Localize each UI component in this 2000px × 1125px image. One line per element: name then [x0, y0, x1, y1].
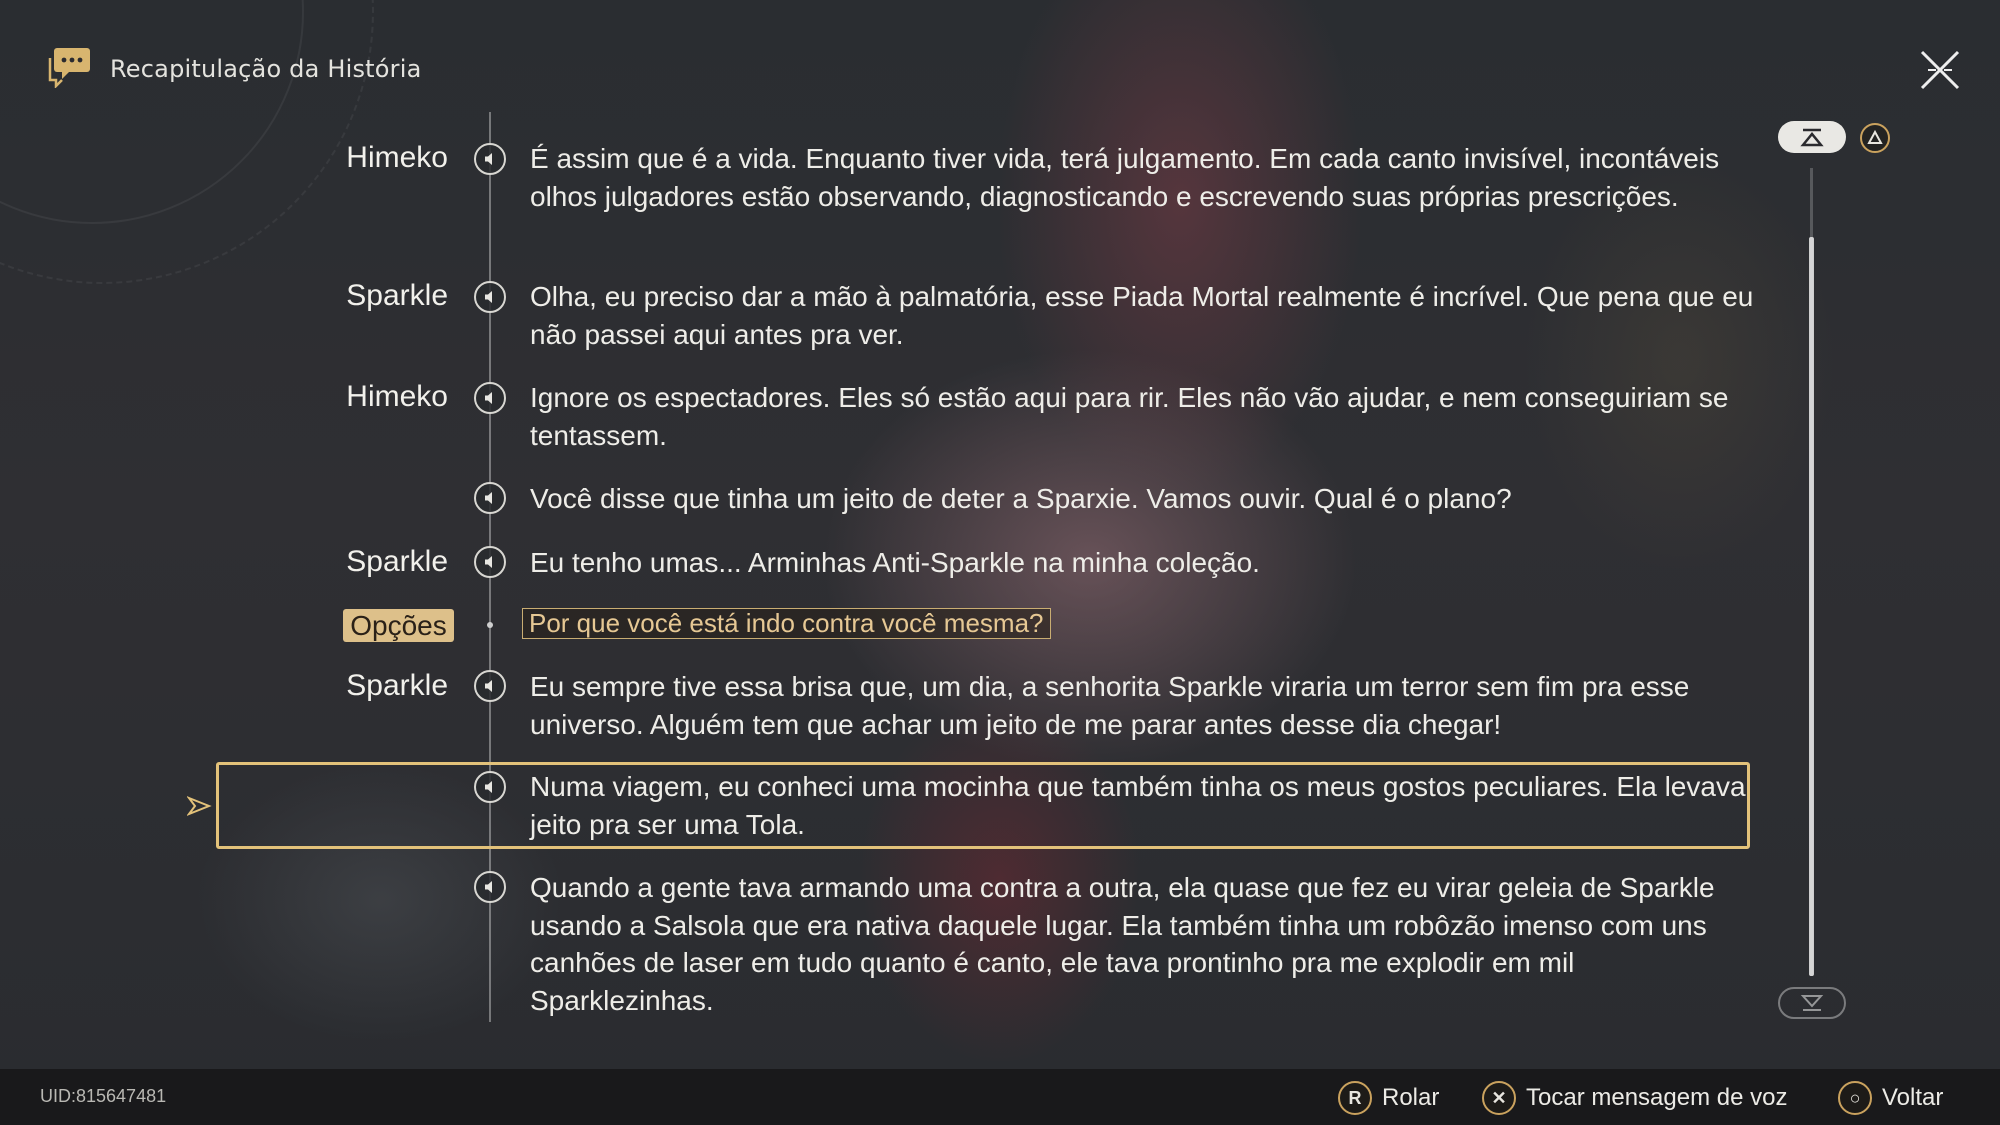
dialogue-text: Ignore os espectadores. Eles só estão aqui para rir. Eles não vão ajudar, e nem conseguiriam se tentassem.	[530, 382, 1729, 451]
scroll-top-icon	[1778, 121, 1846, 153]
dialogue-text: Quando a gente tava armando uma contra a outra, ela quase que fez eu virar geleia de Sparkle usando a Salsola que era nativa daquele lugar. Ela também tinha um robôzão imenso com uns canhões de laser em tudo quanto é canto, ele tava prontinho pra me explodir em mil Sparklezinhas.	[530, 872, 1715, 1016]
page-header	[48, 46, 422, 92]
triangle-button-icon	[1860, 123, 1890, 153]
close-icon	[1916, 46, 1964, 94]
speaker-name: Himeko	[346, 141, 448, 174]
speaker-name: Himeko	[346, 380, 448, 413]
selection-cursor-icon	[187, 794, 213, 822]
close-button[interactable]	[1916, 46, 1964, 94]
hint-back[interactable]	[1838, 1081, 1943, 1115]
play-voice-button[interactable]	[474, 482, 506, 514]
dialogue-text: Eu sempre tive essa brisa que, um dia, a senhorita Sparkle viraria um terror sem fim pra esse universo. Alguém tem que achar um jeito de me parar antes desse dia chegar!	[530, 671, 1690, 740]
play-voice-button[interactable]	[474, 143, 506, 175]
play-voice-button[interactable]	[474, 281, 506, 313]
speaker-icon	[482, 779, 498, 795]
speaker-icon	[482, 390, 498, 406]
option-dot	[487, 622, 493, 628]
chat-bubbles-icon	[48, 46, 110, 92]
scroll-bottom-icon	[1780, 989, 1844, 1017]
speaker-icon	[482, 289, 498, 305]
speaker-name: Sparkle	[346, 279, 448, 312]
play-voice-button[interactable]	[474, 546, 506, 578]
speaker-icon	[482, 490, 498, 506]
play-voice-button[interactable]	[474, 382, 506, 414]
speaker-name: Sparkle	[346, 669, 448, 702]
hint-scroll[interactable]	[1338, 1081, 1439, 1115]
dialogue-text: Numa viagem, eu conheci uma mocinha que também tinha os meus gostos peculiares. Ela levava jeito pra ser uma Tola.	[530, 771, 1746, 840]
footer-bar	[0, 1069, 2000, 1125]
speaker-icon	[482, 678, 498, 694]
hint-label: Rolar	[1382, 1084, 1440, 1111]
dialogue-text: Olha, eu preciso dar a mão à palmatória, esse Piada Mortal realmente é incrível. Que pena que eu não passei aqui antes pra ver.	[530, 281, 1754, 350]
dialogue-text: É assim que é a vida. Enquanto tiver vida, terá julgamento. Em cada canto invisível, incontáveis olhos julgadores estão observando, diagnosticando e escrevendo suas próprias prescrições.	[530, 143, 1720, 212]
play-voice-button[interactable]	[474, 771, 506, 803]
speaker-icon	[482, 554, 498, 570]
play-voice-button[interactable]	[474, 871, 506, 903]
selected-option[interactable]: Por que você está indo contra você mesma?	[522, 608, 1051, 639]
speaker-icon	[482, 879, 498, 895]
play-voice-button[interactable]	[474, 670, 506, 702]
r-stick-icon: R	[1338, 1081, 1372, 1115]
hint-label: Voltar	[1882, 1084, 1944, 1111]
scroll-to-top-button[interactable]	[1778, 121, 1846, 153]
hint-label: Tocar mensagem de voz	[1526, 1084, 1788, 1111]
dialogue-text: Você disse que tinha um jeito de deter a Sparxie. Vamos ouvir. Qual é o plano?	[530, 483, 1512, 514]
page-title: Recapitulação da História	[110, 55, 422, 83]
speaker-name: Sparkle	[346, 545, 448, 578]
scrollbar-thumb[interactable]	[1809, 237, 1814, 976]
cross-button-icon: ✕	[1482, 1081, 1516, 1115]
scroll-to-bottom-button[interactable]	[1778, 987, 1846, 1019]
dialogue-text: Eu tenho umas... Arminhas Anti-Sparkle na minha coleção.	[530, 547, 1260, 578]
hint-play-voice[interactable]	[1482, 1081, 1787, 1115]
circle-button-icon: ○	[1838, 1081, 1872, 1115]
options-label: Opções	[343, 609, 454, 642]
speaker-icon	[482, 151, 498, 167]
uid-label: UID:815647481	[40, 1086, 167, 1106]
